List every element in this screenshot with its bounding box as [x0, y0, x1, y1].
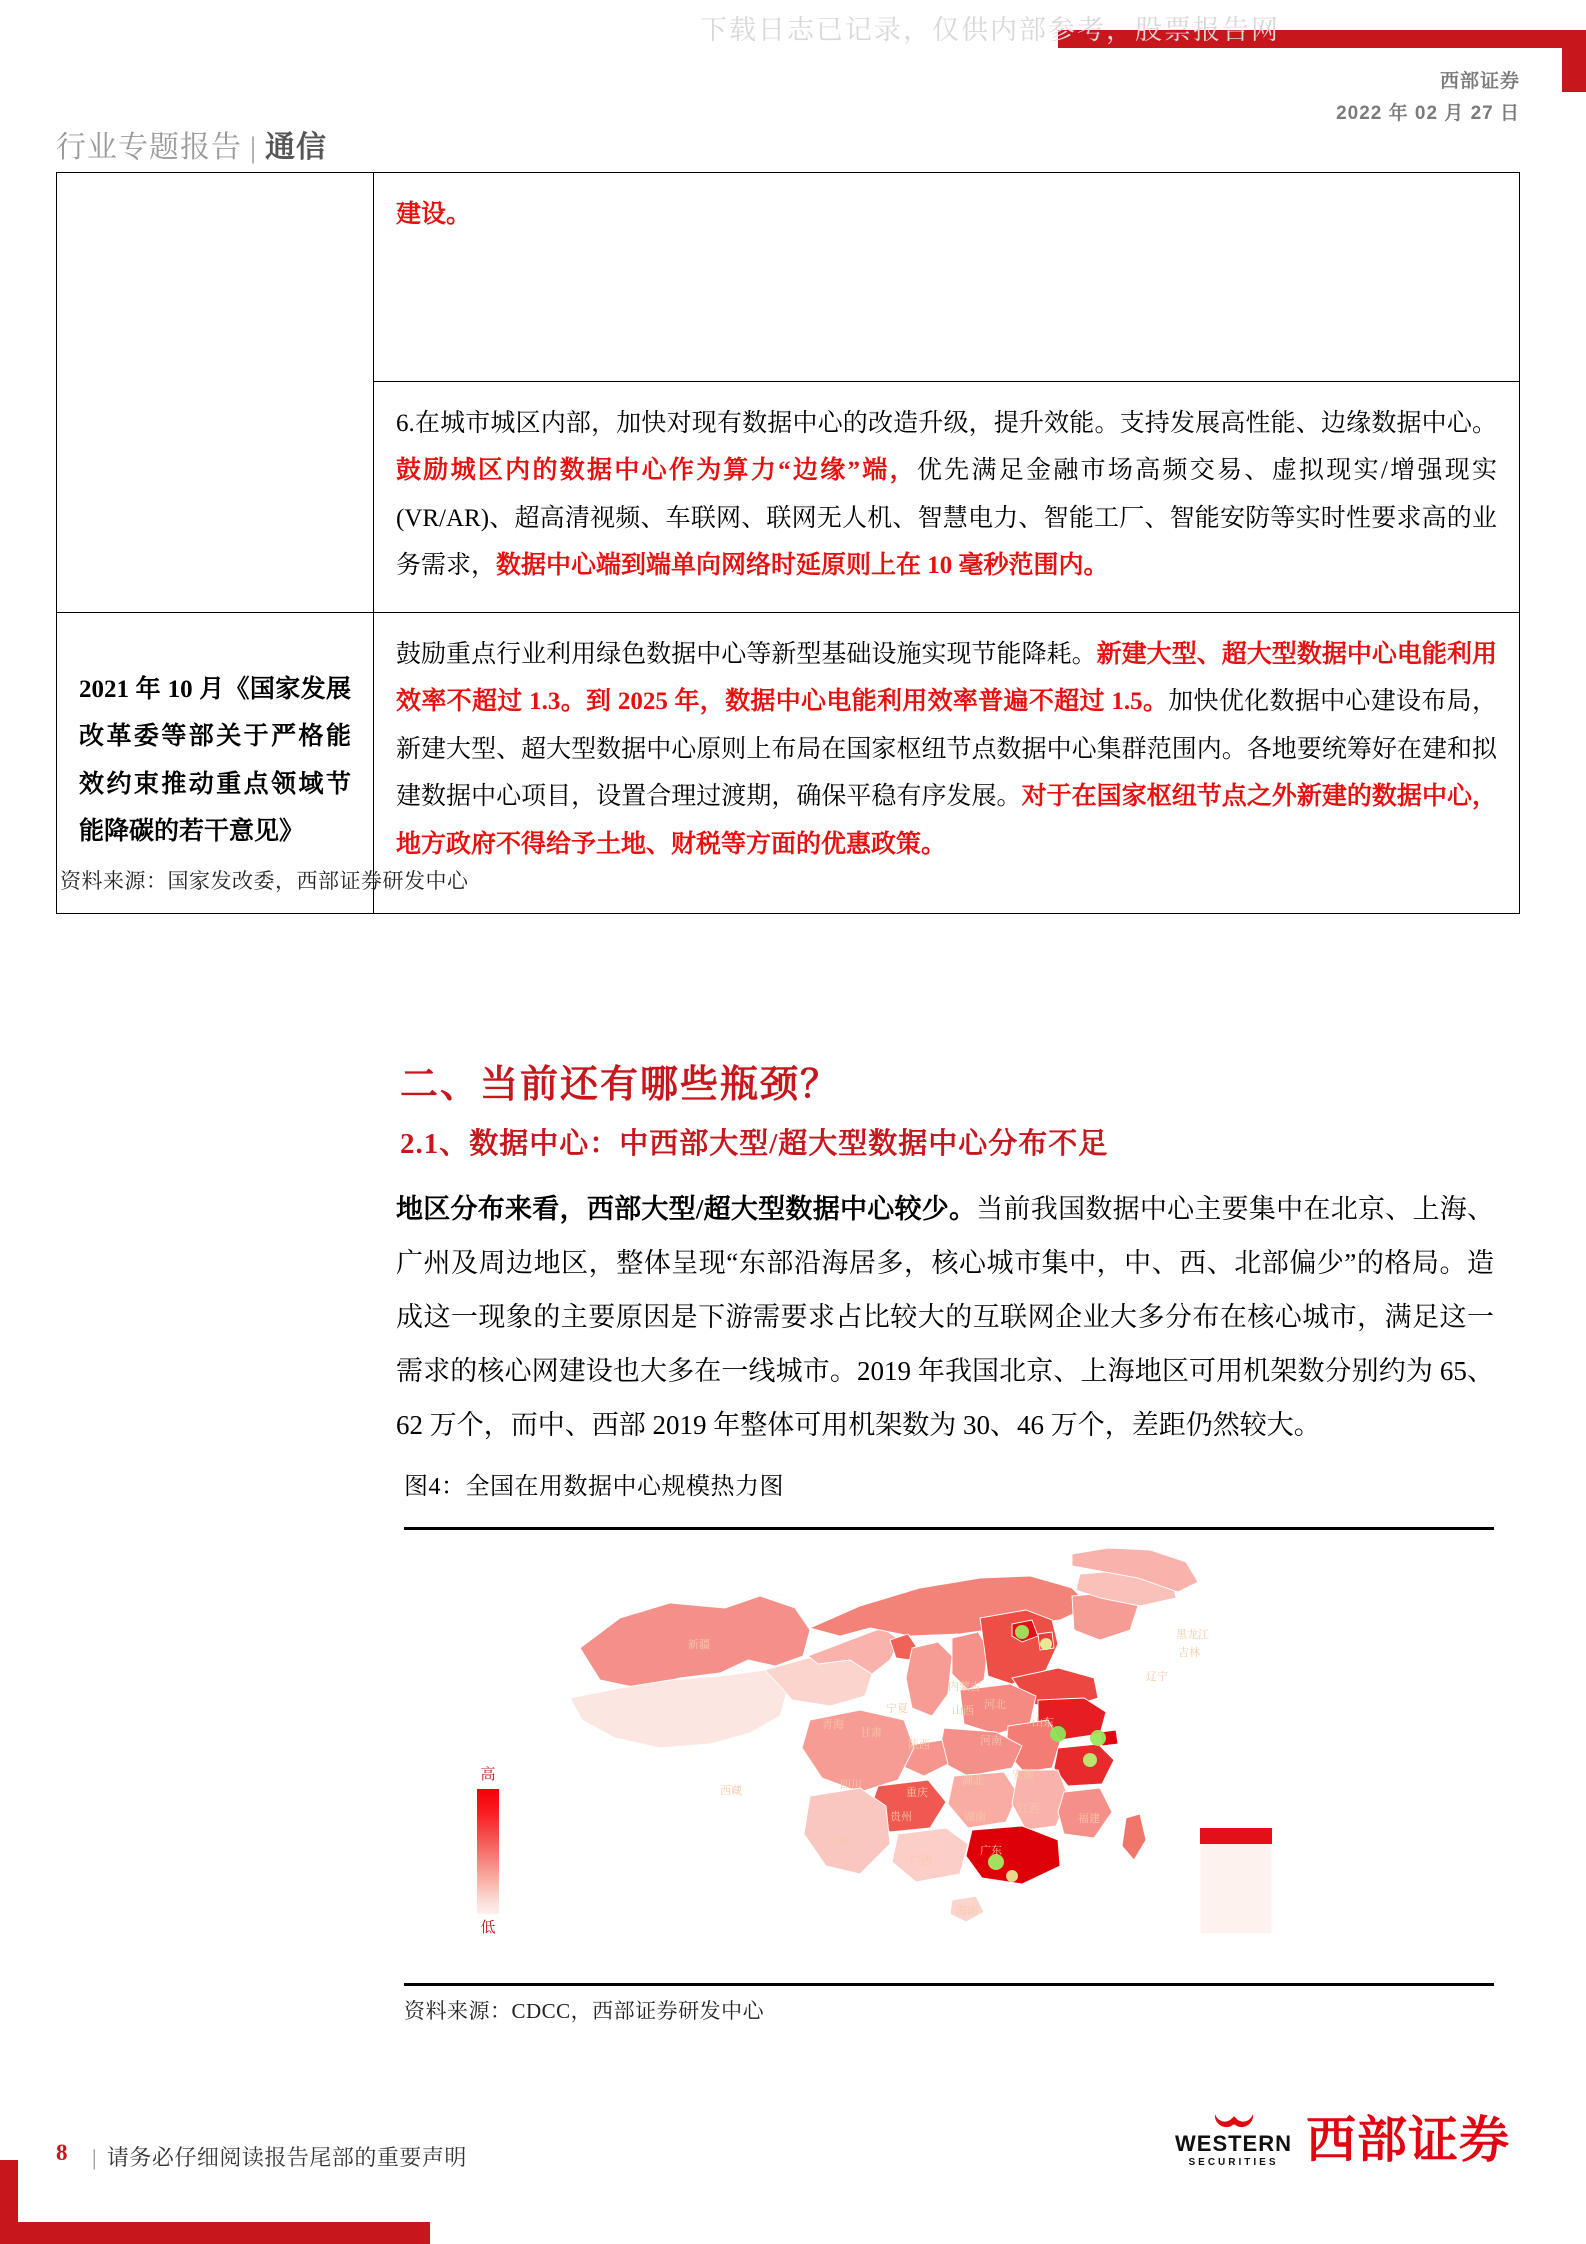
- province-xizang: [570, 1670, 788, 1748]
- south-sea-inset-header: [1200, 1828, 1272, 1844]
- policy-text-1: [396, 191, 1497, 239]
- city-marker-beijing: [1015, 1625, 1029, 1639]
- policy-seg-red: 鼓励城区内的数据中心作为算力“边缘”端，: [396, 457, 917, 484]
- province-yunnan: [804, 1788, 890, 1874]
- province-label-sichuan: 四川: [840, 1779, 862, 1791]
- footer-red-accent-bottom: [0, 2222, 430, 2244]
- logo-mark: [1175, 2112, 1292, 2168]
- policy-content-cell-2: [374, 381, 1520, 612]
- province-label-hebei: 河北: [984, 1699, 1006, 1711]
- policy-cell-spacer: [396, 239, 1497, 359]
- policy-seg-plain: 加快优化数据中心建设布局，新建大型、超大型数据中心原则上布局在国家枢纽节点数据中心集群范围内。各地要统筹好在建和拟建数据中心项目，设置合理过渡期，确保平稳有序发展。: [396, 688, 1497, 810]
- footer-page-number: 8: [56, 2140, 68, 2165]
- footer-disclaimer-text: 请务必仔细阅读报告尾部的重要声明: [106, 2145, 467, 2170]
- policy-seg-red: 新建大型、超大型数据中心电能利用效率不超过 1.3。到 2025 年，数据中心电能利用效率普遍不超过 1.5。: [396, 640, 1497, 715]
- body-rest: 当前我国数据中心主要集中在北京、上海、广州及周边地区，整体呈现“东部沿海居多，核心城市集中，中、西、北部偏少”的格局。造成这一现象的主要原因是下游需要求占比较大的互联网企业大多分布在核心城市，满足这一需求的核心网建设也大多在一线城市。2019 年我国北京、上海地区可用机架数分别约为 65、62 万个，而中、西部 2019 年整体可用机架数为 30、46 万个，差距仍然较大。: [396, 1194, 1494, 1440]
- section-heading: 二、当前还有哪些瓶颈？: [400, 1064, 841, 1106]
- footer-disclaimer: [92, 2141, 467, 2172]
- policy-text-2: [396, 400, 1497, 590]
- header-brand: 西部证券: [1439, 71, 1520, 92]
- policy-label-cell-empty: [57, 173, 374, 613]
- city-marker-shanghai: [1090, 1730, 1106, 1746]
- province-label-ningxia: 宁夏: [886, 1703, 908, 1715]
- legend-low-label: 低: [480, 1918, 496, 1936]
- province-label-fujian: 福建: [1078, 1813, 1100, 1825]
- legend-gradient-bar: [477, 1789, 499, 1914]
- running-head-category: 通信: [265, 131, 328, 164]
- company-logo: [1175, 2112, 1510, 2168]
- province-label-yunnan: 云南: [828, 1835, 850, 1847]
- heatmap-legend: [468, 1765, 508, 1937]
- province-label-hubei: 湖北: [962, 1775, 984, 1787]
- running-head-separator: |: [250, 131, 258, 164]
- watermark-text: 下载日志已记录，仅供内部参考，股票报告网: [700, 15, 1280, 45]
- running-head-left: [56, 122, 327, 166]
- province-label-xizang: 西藏: [720, 1785, 742, 1797]
- province-label-shandong: 山东: [1032, 1717, 1054, 1729]
- policy-seg-plain: 鼓励重点行业利用绿色数据中心等新型基础设施实现节能降耗。: [396, 640, 1097, 668]
- logo-en-sub: SECURITIES: [1188, 2157, 1279, 2168]
- china-heatmap: [560, 1548, 1350, 1968]
- policy-table: [56, 172, 1520, 914]
- policy-seg-red: 建设。: [396, 201, 472, 228]
- policy-seg-plain: 6.在城市城区内部，加快对现有数据中心的改造升级，提升效能。支持发展高性能、边缘数据中心。: [396, 409, 1497, 437]
- province-label-chongqing: 重庆: [906, 1787, 928, 1799]
- province-label-neimenggu: 内蒙古: [948, 1681, 981, 1693]
- province-label-henan: 河南: [980, 1735, 1002, 1747]
- province-label-hunan: 湖南: [964, 1811, 986, 1823]
- city-marker-tianjin: [1040, 1638, 1052, 1650]
- table-row: [57, 173, 1520, 382]
- province-label-liaoning: 辽宁: [1146, 1671, 1168, 1683]
- province-label-anhui: 安徽: [1012, 1769, 1034, 1781]
- body-lead-bold: 地区分布来看，西部大型/超大型数据中心较少。: [396, 1194, 977, 1224]
- province-zhejiang: [1054, 1744, 1114, 1786]
- policy-content-cell-3: [374, 612, 1520, 913]
- top-red-accent-bar: [1058, 30, 1586, 48]
- policy-document-title: 2021 年 10 月《国家发展改革委等部关于严格能效约束推动重点领域节能降碳的若干意见》: [79, 675, 351, 845]
- figure-caption: 图4：全国在用数据中心规模热力图: [404, 1474, 784, 1500]
- province-taiwan: [1122, 1814, 1146, 1860]
- policy-table-source: 资料来源：国家发改委，西部证券研发中心: [60, 869, 469, 893]
- china-map-svg: [560, 1548, 1350, 1968]
- figure-source: 资料来源：CDCC，西部证券研发中心: [404, 1999, 765, 2023]
- province-label-shaanxi: 陕西: [908, 1739, 930, 1751]
- policy-text-3: [396, 631, 1497, 869]
- province-label-jilin: 吉林: [1178, 1647, 1200, 1659]
- figure-rule-bottom: [404, 1983, 1494, 1986]
- policy-seg-red: 数据中心端到端单向网络时延原则上在 10 毫秒范围内。: [496, 552, 1109, 579]
- legend-high-label: 高: [480, 1766, 496, 1783]
- province-shaanxi: [906, 1642, 952, 1716]
- header-date: 2022 年 02 月 27 日: [1336, 103, 1520, 125]
- province-label-xinjiang: 新疆: [688, 1639, 710, 1651]
- city-marker-shenzhen: [1006, 1870, 1018, 1882]
- province-label-guizhou: 贵州: [890, 1811, 912, 1823]
- province-label-guangdong: 广东: [980, 1845, 1002, 1857]
- policy-seg-red: 对于在国家枢纽节点之外新建的数据中心，地方政府不得给予土地、财税等方面的优惠政策。: [396, 783, 1497, 858]
- bull-head-icon: [1211, 2112, 1257, 2132]
- province-label-shanxi: 山西: [952, 1705, 974, 1717]
- logo-en-main: WESTERN: [1175, 2131, 1292, 2156]
- province-label-heilongjiang: 黑龙江: [1176, 1629, 1209, 1641]
- body-paragraph: [396, 1182, 1494, 1452]
- province-label-hainan: 海南: [956, 1905, 978, 1917]
- province-label-guangxi: 广西: [910, 1855, 932, 1867]
- running-head-title: 行业专题报告: [56, 131, 242, 164]
- province-label-gansu: 甘肃: [860, 1727, 882, 1739]
- section-subheading: 2.1、数据中心：中西部大型/超大型数据中心分布不足: [400, 1128, 1109, 1160]
- city-marker-hangzhou: [1083, 1753, 1097, 1767]
- logo-cn-name: 西部证券: [1306, 2112, 1510, 2168]
- policy-seg-plain: 优先满足金融市场高频交易、虚拟现实/增强现实(VR/AR)、超高清视频、车联网、联网无人机、智慧电力、智能工厂、智能安防等实时性要求高的业务需求，: [396, 457, 1497, 579]
- policy-content-cell-1: [374, 173, 1520, 382]
- footer-separator: |: [92, 2145, 97, 2170]
- province-label-jiangxi: 江西: [1018, 1803, 1040, 1815]
- running-head-right: [1336, 66, 1520, 131]
- province-label-qinghai: 青海: [822, 1719, 844, 1731]
- top-red-accent-tail: [1562, 30, 1586, 92]
